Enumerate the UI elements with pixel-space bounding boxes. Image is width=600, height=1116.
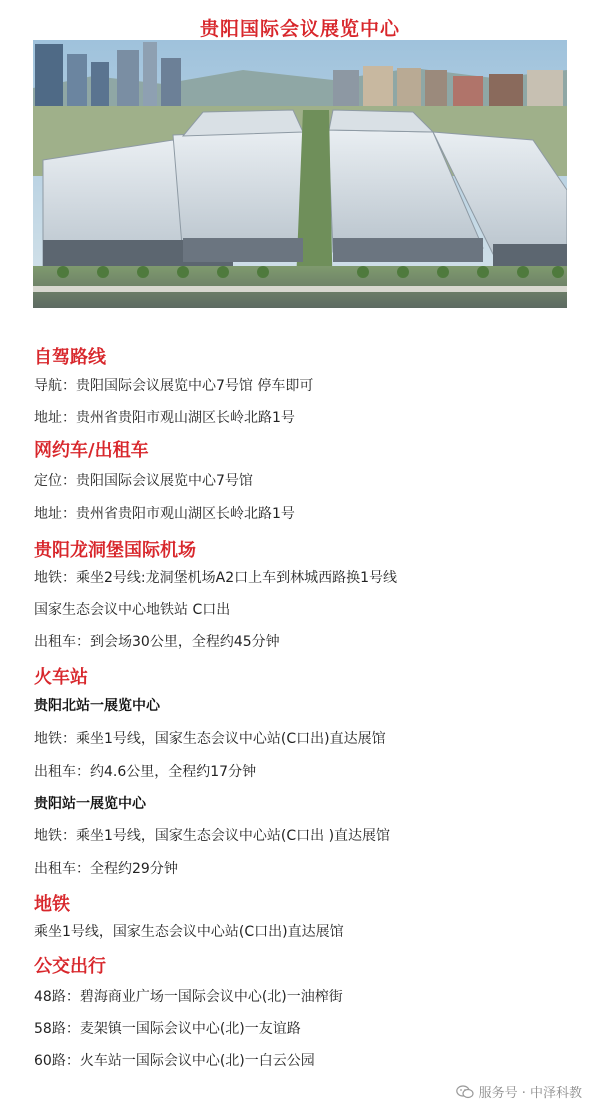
account-footer[interactable] <box>456 1082 582 1101</box>
taxi-location: 定位：贵阳国际会议展览中心7号馆 <box>34 473 253 489</box>
north-station-subheading: 贵阳北站一展览中心 <box>34 698 160 714</box>
main-station-subheading: 贵阳站一展览中心 <box>34 796 146 812</box>
train-heading: 火车站 <box>34 667 88 688</box>
taxi-heading: 网约车/出租车 <box>34 440 149 461</box>
metro-line: 乘坐1号线，国家生态会议中心站(C口出)直达展馆 <box>34 924 344 940</box>
bus-route-48: 48路：碧海商业广场一国际会议中心(北)一油榨街 <box>34 989 343 1005</box>
drive-heading: 自驾路线 <box>34 347 106 368</box>
airport-metro: 地铁：乘坐2号线:龙洞堡机场A2口上车到林城西路换1号线 <box>34 570 398 586</box>
drive-navigation: 导航：贵阳国际会议展览中心7号馆 停车即可 <box>34 378 314 394</box>
bus-route-58: 58路：麦架镇一国际会议中心(北)一友谊路 <box>34 1021 301 1037</box>
taxi-address: 地址：贵州省贵阳市观山湖区长岭北路1号 <box>34 506 295 522</box>
north-station-metro: 地铁：乘坐1号线，国家生态会议中心站(C口出)直达展馆 <box>34 731 386 747</box>
exhibition-center-photo <box>33 40 567 308</box>
main-station-metro: 地铁：乘坐1号线，国家生态会议中心站(C口出 )直达展馆 <box>34 828 391 844</box>
page-title: 贵阳国际会议展览中心 <box>199 18 400 40</box>
airport-taxi: 出租车：到会场30公里，全程约45分钟 <box>34 634 280 650</box>
bus-heading: 公交出行 <box>34 956 106 977</box>
bus-route-60: 60路：火车站一国际会议中心(北)一白云公园 <box>34 1053 315 1069</box>
main-station-taxi: 出租车：全程约29分钟 <box>34 861 178 877</box>
airport-metro-exit: 国家生态会议中心地铁站 C口出 <box>34 602 231 618</box>
wechat-icon <box>456 1085 474 1099</box>
footer-text: 服务号 · 中泽科教 <box>478 1086 582 1101</box>
drive-address: 地址：贵州省贵阳市观山湖区长岭北路1号 <box>34 410 295 426</box>
airport-heading: 贵阳龙洞堡国际机场 <box>34 540 196 561</box>
north-station-taxi: 出租车：约4.6公里，全程约17分钟 <box>34 764 257 780</box>
metro-heading: 地铁 <box>34 894 70 915</box>
